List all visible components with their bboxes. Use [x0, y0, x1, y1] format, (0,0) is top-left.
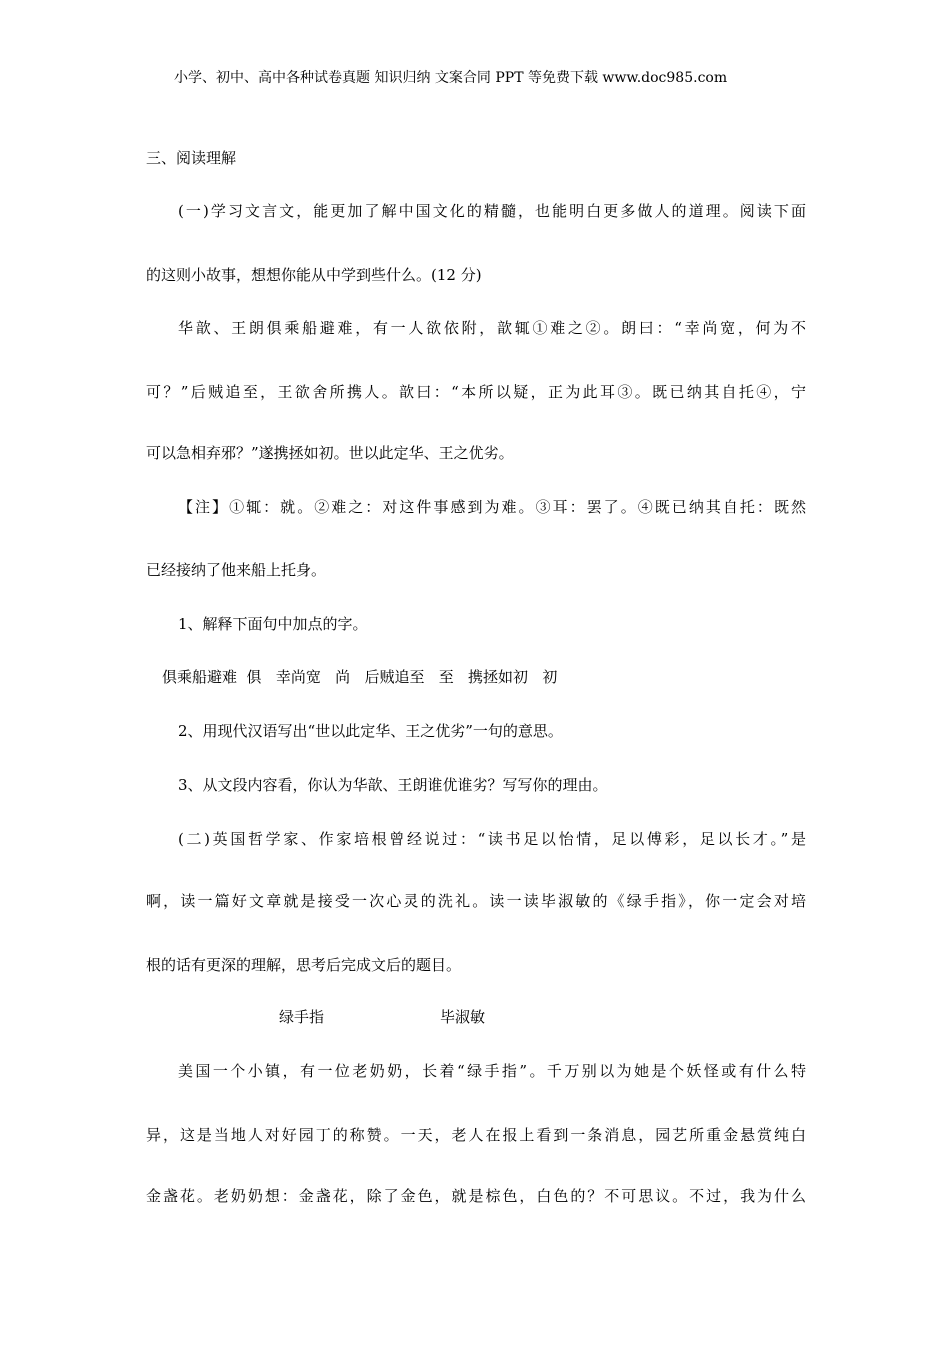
story-line-2: 可？”后贼追至，王欲舍所携人。歆曰：“本所以疑，正为此耳③。既已纳其自托④，宁 — [146, 383, 806, 401]
part1-intro-line-1: (一)学习文言文，能更加了解中国文化的精髓，也能明白更多做人的道理。阅读下面 — [178, 202, 806, 220]
page-header: 小学、初中、高中各种试卷真题 知识归纳 文案合同 PPT 等免费下载 www.doc985.com — [174, 70, 728, 86]
story-line-3: 可以急相弃邪？”遂携拯如初。世以此定华、王之优劣。 — [146, 444, 514, 462]
article-paragraph-line-3: 金盏花。老奶奶想：金盏花，除了金色，就是棕色，白色的？不可思议。不过，我为什么 — [146, 1187, 806, 1205]
story-line-1: 华歆、王朗俱乘船避难，有一人欲依附，歆辄①难之②。朗曰：“幸尚宽，何为不 — [178, 319, 806, 337]
question-2: 2、用现代汉语写出“世以此定华、王之优劣”一句的意思。 — [178, 722, 563, 740]
part2-intro-line-3: 根的话有更深的理解，思考后完成文后的题目。 — [146, 956, 462, 974]
question-1-items: 俱乘船避难 俱 幸尚宽 尚 后贼追至 至 携拯如初 初 — [162, 668, 558, 686]
part1-intro-line-2: 的这则小故事，想想你能从中学到些什么。(12 分) — [146, 266, 482, 284]
article-author: 毕淑敏 — [440, 1008, 486, 1026]
article-title: 绿手指 — [279, 1008, 325, 1026]
part2-intro-line-1: (二)英国哲学家、作家培根曾经说过：“读书足以怡情，足以傅彩，足以长才。”是 — [178, 830, 806, 848]
part2-intro-line-2: 啊，读一篇好文章就是接受一次心灵的洗礼。读一读毕淑敏的《绿手指》，你一定会对培 — [146, 892, 806, 910]
article-paragraph-line-1: 美国一个小镇，有一位老奶奶，长着“绿手指”。千万别以为她是个妖怪或有什么特 — [178, 1062, 806, 1080]
question-3: 3、从文段内容看，你认为华歆、王朗谁优谁劣？写写你的理由。 — [178, 776, 608, 794]
article-paragraph-line-2: 异，这是当地人对好园丁的称赞。一天，老人在报上看到一条消息，园艺所重金悬赏纯白 — [146, 1126, 806, 1144]
note-line-2: 已经接纳了他来船上托身。 — [146, 561, 327, 579]
question-1: 1、解释下面句中加点的字。 — [178, 615, 368, 633]
section-title: 三、阅读理解 — [146, 149, 237, 167]
note-line-1: 【注】①辄：就。②难之：对这件事感到为难。③耳：罢了。④既已纳其自托：既然 — [178, 498, 806, 516]
